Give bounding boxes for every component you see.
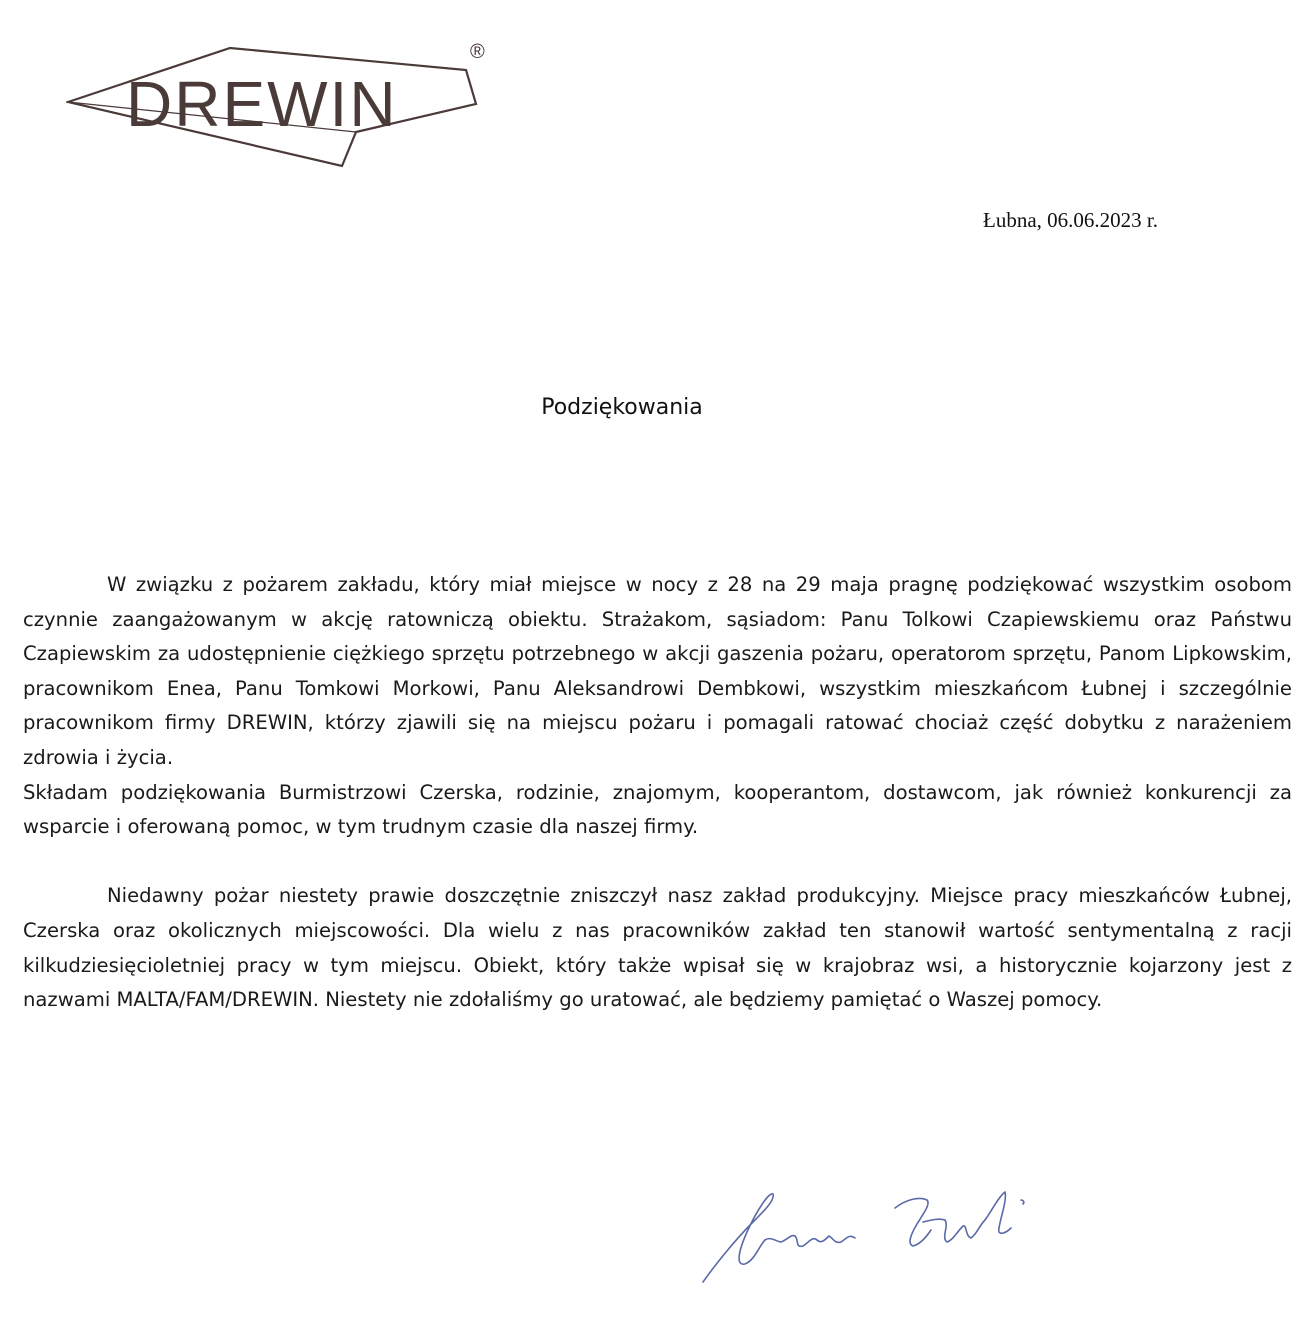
registered-mark: ® — [470, 41, 485, 63]
document-title: Podziękowania — [541, 395, 703, 420]
handwritten-signature — [695, 1170, 1055, 1300]
signature-scribble — [695, 1170, 1055, 1300]
company-logo — [66, 38, 496, 170]
date-line: Łubna, 06.06.2023 r. — [983, 208, 1158, 232]
letter-body — [23, 568, 1292, 1018]
logo-wordmark: DREWIN — [126, 68, 398, 140]
paragraph: W związku z pożarem zakładu, który miał miejsce w nocy z 28 na 29 maja pragnę podziękować wszystkim osobom czynnie zaangażowanym w akcję ratowniczą obiektu. Strażakom, sąsiadom: Panu Tolkowi Czapiewskiemu oraz Państwu Czapiewskim za udostępnienie ciężkiego sprzętu potrzebnego w akcji gaszenia pożaru, operatorom sprzętu, Panom Lipkowskim, pracownikom Enea, Panu Tomkowi Morkowi, Panu Aleksandrowi Dembkowi, wszystkim mieszkańcom Łubnej i szczególnie pracownikom firmy DREWIN, którzy zjawili się na miejscu pożaru i pomagali ratować chociaż część dobytku z narażeniem zdrowia i życia. — [23, 573, 1292, 769]
paragraph: Składam podziękowania Burmistrzowi Czerska, rodzinie, znajomym, kooperantom, dostawcom, jak również konkurencji za wsparcie i oferowaną pomoc, w tym trudnym czasie dla naszej firmy. — [23, 780, 1292, 839]
paragraph: Niedawny pożar niestety prawie doszczętnie zniszczył nasz zakład produkcyjny. Miejsce pracy mieszkańców Łubnej, Czerska oraz okolicznych miejscowości. Dla wielu z nas pracowników zakład ten stanowił wartość sentymentalną z racji kilkudziesięcioletniej pracy w tym miejscu. Obiekt, który także wpisał się w krajobraz wsi, a historycznie kojarzony jest z nazwami MALTA/FAM/DREWIN. Niestety nie zdołaliśmy go uratować, ale będziemy pamiętać o Waszej pomocy. — [23, 884, 1292, 1012]
logo-graphic — [66, 38, 496, 170]
